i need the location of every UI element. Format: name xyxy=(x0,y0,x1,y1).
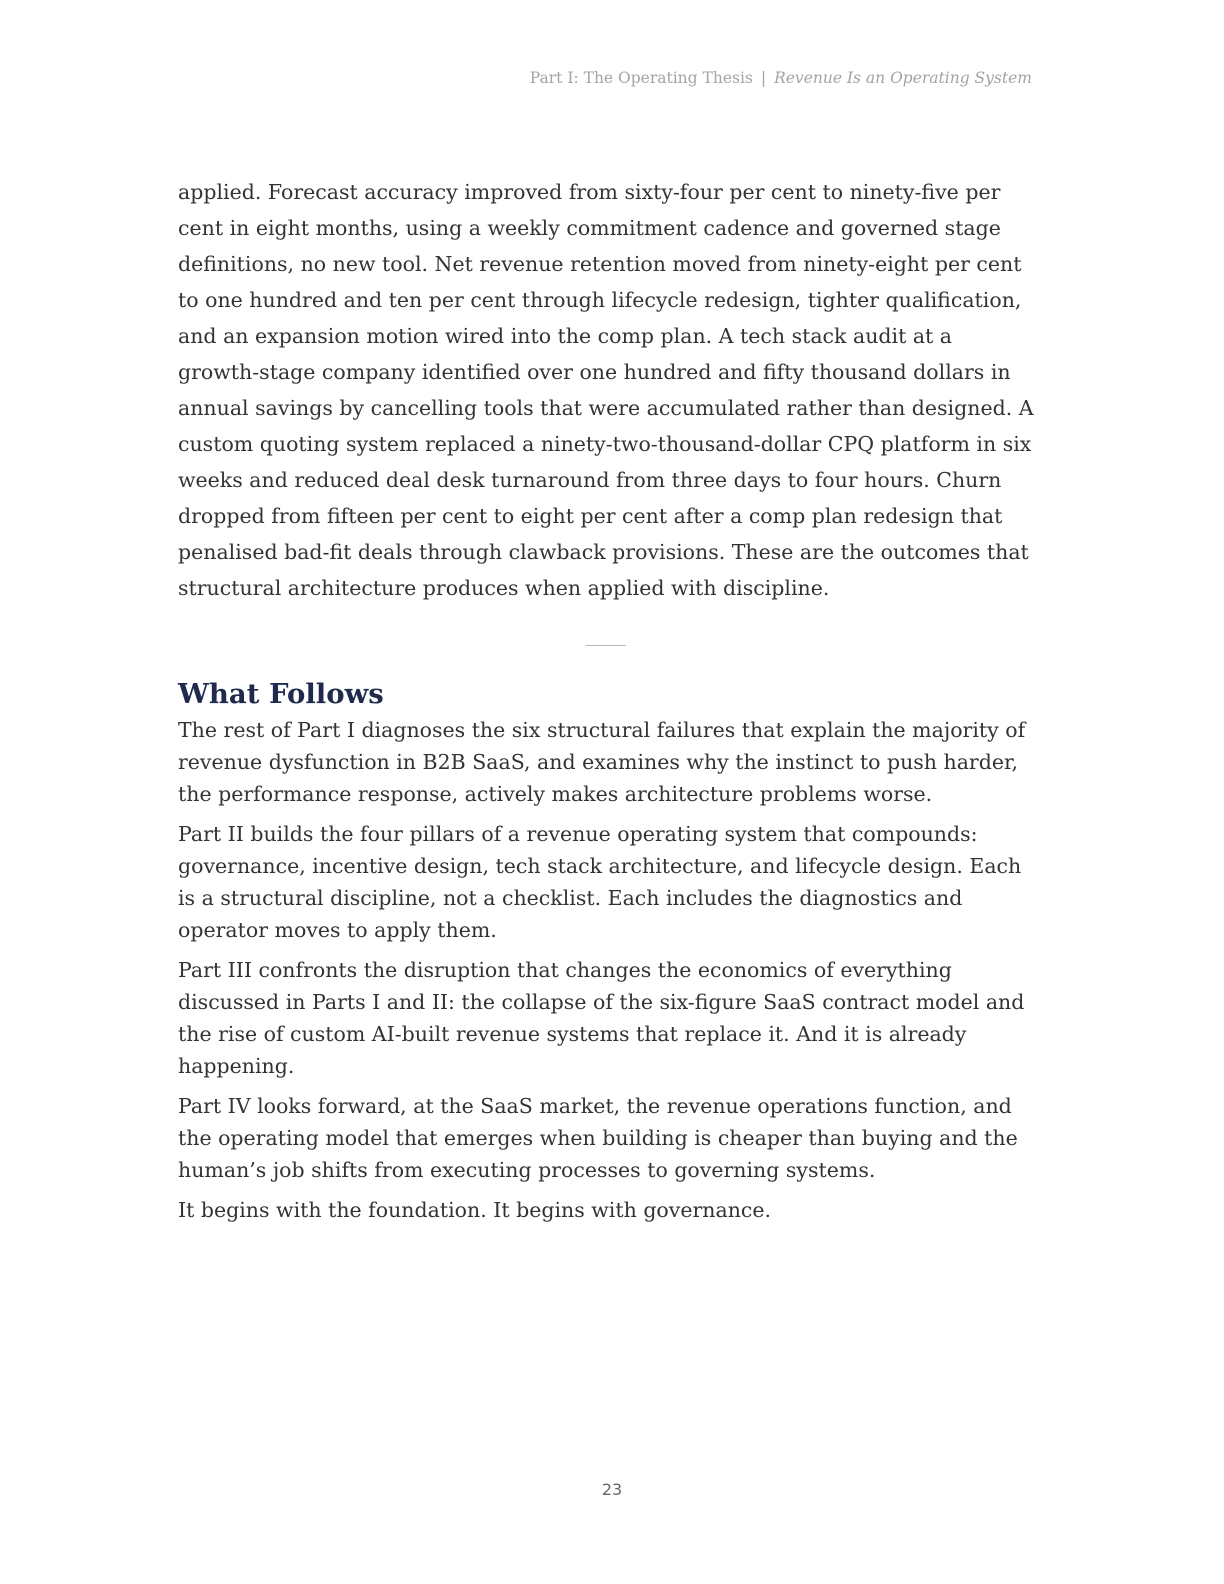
section-paragraph-2: Part II builds the four pillars of a revenue operating system that compounds: governance, incentive design, tech stack architecture, and lifecycle design. Each is a structural discipline, not a checklist. Each includes the diagnostics and operator moves to apply them. xyxy=(178,822,1022,942)
section-paragraph-1: The rest of Part I diagnoses the six structural failures that explain the majority of revenue dysfunction in B2B SaaS, and examines why the instinct to push harder, the performance response, actively makes architecture problems worse. xyxy=(178,718,1026,806)
page-number: 23 xyxy=(601,1480,623,1499)
section-divider xyxy=(586,645,626,646)
continued-paragraph: applied. Forecast accuracy improved from sixty-four per cent to ninety-five per cent in eight months, using a weekly commitment cadence and governed stage definitions, no new tool. Net revenue retention moved from ninety-eight per cent to one hundred and ten per cent through lifecycle redesign, tighter qualification, and an expansion motion wired into the comp plan. A tech stack audit at a growth-stage company identified over one hundred and fifty thousand dollars in annual savings by cancelling tools that were accumulated rather than designed. A custom quoting system replaced a ninety-two-thousand-dollar CPQ platform in six weeks and reduced deal desk turnaround from three days to four hours. Churn dropped from fifteen per cent to eight per cent after a comp plan redesign that penalised bad-fit deals through clawback provisions. These are the outcomes that structural architecture produces when applied with discipline. xyxy=(178,180,1034,600)
section-heading: What Follows xyxy=(178,678,384,710)
section-paragraph-5: It begins with the foundation. It begins with governance. xyxy=(178,1198,772,1222)
header-separator: | xyxy=(760,69,767,87)
page-content xyxy=(178,174,1034,1226)
header-chapter-title: Revenue Is an Operating System xyxy=(774,69,1032,87)
section-paragraph-3: Part III confronts the disruption that changes the economics of everything discussed in Parts I and II: the collapse of the six-figure SaaS contract model and the rise of custom AI-built revenue systems that replace it. And it is already happening. xyxy=(178,958,1025,1078)
header-part-title: Part I: The Operating Thesis xyxy=(529,69,753,87)
running-header xyxy=(530,69,1032,87)
section-paragraph-4: Part IV looks forward, at the SaaS market, the revenue operations function, and the operating model that emerges when building is cheaper than buying and the human’s job shifts from executing processes to governing systems. xyxy=(178,1094,1018,1182)
